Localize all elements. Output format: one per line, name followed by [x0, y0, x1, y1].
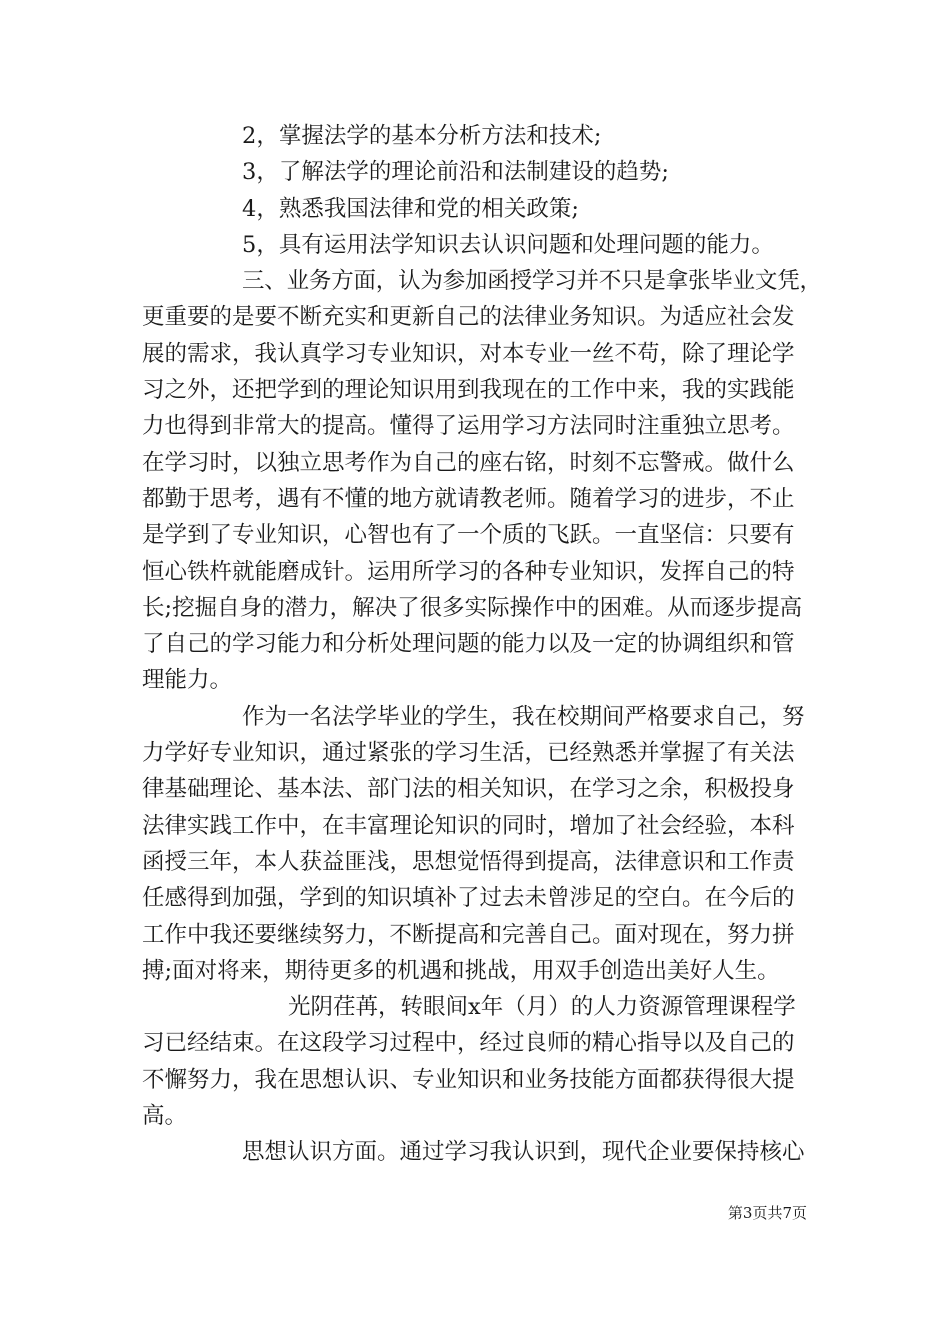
text-line: 高。: [142, 1103, 188, 1130]
document-body: [142, 118, 822, 1171]
text-line: 都勤于思考，遇有不懂的地方就请教老师。随着学习的进步，不止: [142, 485, 795, 512]
text-line: 律基础理论、基本法、部门法的相关知识，在学习之余，积极投身: [142, 776, 795, 803]
text-line: 更重要的是要不断充实和更新自己的法律业务知识。为适应社会发: [142, 304, 795, 331]
text-line: 三、业务方面，认为参加函授学习并不只是拿张毕业文凭，: [242, 268, 822, 295]
text-line: 搏;面对将来，期待更多的机遇和挑战，用双手创造出美好人生。: [142, 957, 780, 984]
text-line: 恒心铁杵就能磨成针。运用所学习的各种专业知识，发挥自己的特: [142, 558, 795, 585]
text-line: 2，掌握法学的基本分析方法和技术;: [242, 123, 602, 149]
text-line: 作为一名法学毕业的学生，我在校期间严格要求自己，努: [242, 703, 805, 730]
text-line: 展的需求，我认真学习专业知识，对本专业一丝不苟，除了理论学: [142, 340, 795, 367]
text-line: 光阴荏苒，转眼间x年（月）的人力资源管理课程学: [288, 994, 796, 1021]
page-footer: 第3页共7页: [727, 1204, 807, 1222]
text-line: 4，熟悉我国法律和党的相关政策;: [242, 195, 579, 222]
text-line: 5，具有运用法学知识去认识问题和处理问题的能力。: [242, 231, 774, 258]
text-line: 力也得到非常大的提高。懂得了运用学习方法同时注重独立思考。: [142, 413, 795, 440]
text-line: 在学习时，以独立思考作为自己的座右铭，时刻不忘警戒。做什么: [142, 449, 795, 476]
text-line: 理能力。: [142, 667, 233, 694]
text-line: 任感得到加强，学到的知识填补了过去未曾涉足的空白。在今后的: [142, 885, 795, 912]
text-line: 函授三年，本人获益匪浅，思想觉悟得到提高，法律意识和工作责: [142, 848, 795, 875]
text-line: 3，了解法学的理论前沿和法制建设的趋势;: [242, 159, 669, 186]
text-line: 力学好专业知识，通过紧张的学习生活，已经熟悉并掌握了有关法: [142, 740, 795, 767]
text-line: 工作中我还要继续努力，不断提高和完善自己。面对现在，努力拼: [142, 921, 795, 948]
text-line: 习已经结束。在这段学习过程中，经过良师的精心指导以及自己的: [142, 1030, 795, 1057]
text-line: 习之外，还把学到的理论知识用到我现在的工作中来，我的实践能: [142, 377, 795, 404]
text-line: 法律实践工作中，在丰富理论知识的同时，增加了社会经验，本科: [142, 812, 795, 839]
text-line: 思想认识方面。通过学习我认识到，现代企业要保持核心: [242, 1139, 805, 1166]
text-line: 是学到了专业知识，心智也有了一个质的飞跃。一直坚信：只要有: [142, 522, 795, 549]
text-line: 了自己的学习能力和分析处理问题的能力以及一定的协调组织和管: [142, 631, 795, 658]
text-line: 不懈努力，我在思想认识、专业知识和业务技能方面都获得很大提: [142, 1066, 795, 1093]
text-line: 长;挖掘自身的潜力，解决了很多实际操作中的困难。从而逐步提高: [142, 594, 803, 621]
